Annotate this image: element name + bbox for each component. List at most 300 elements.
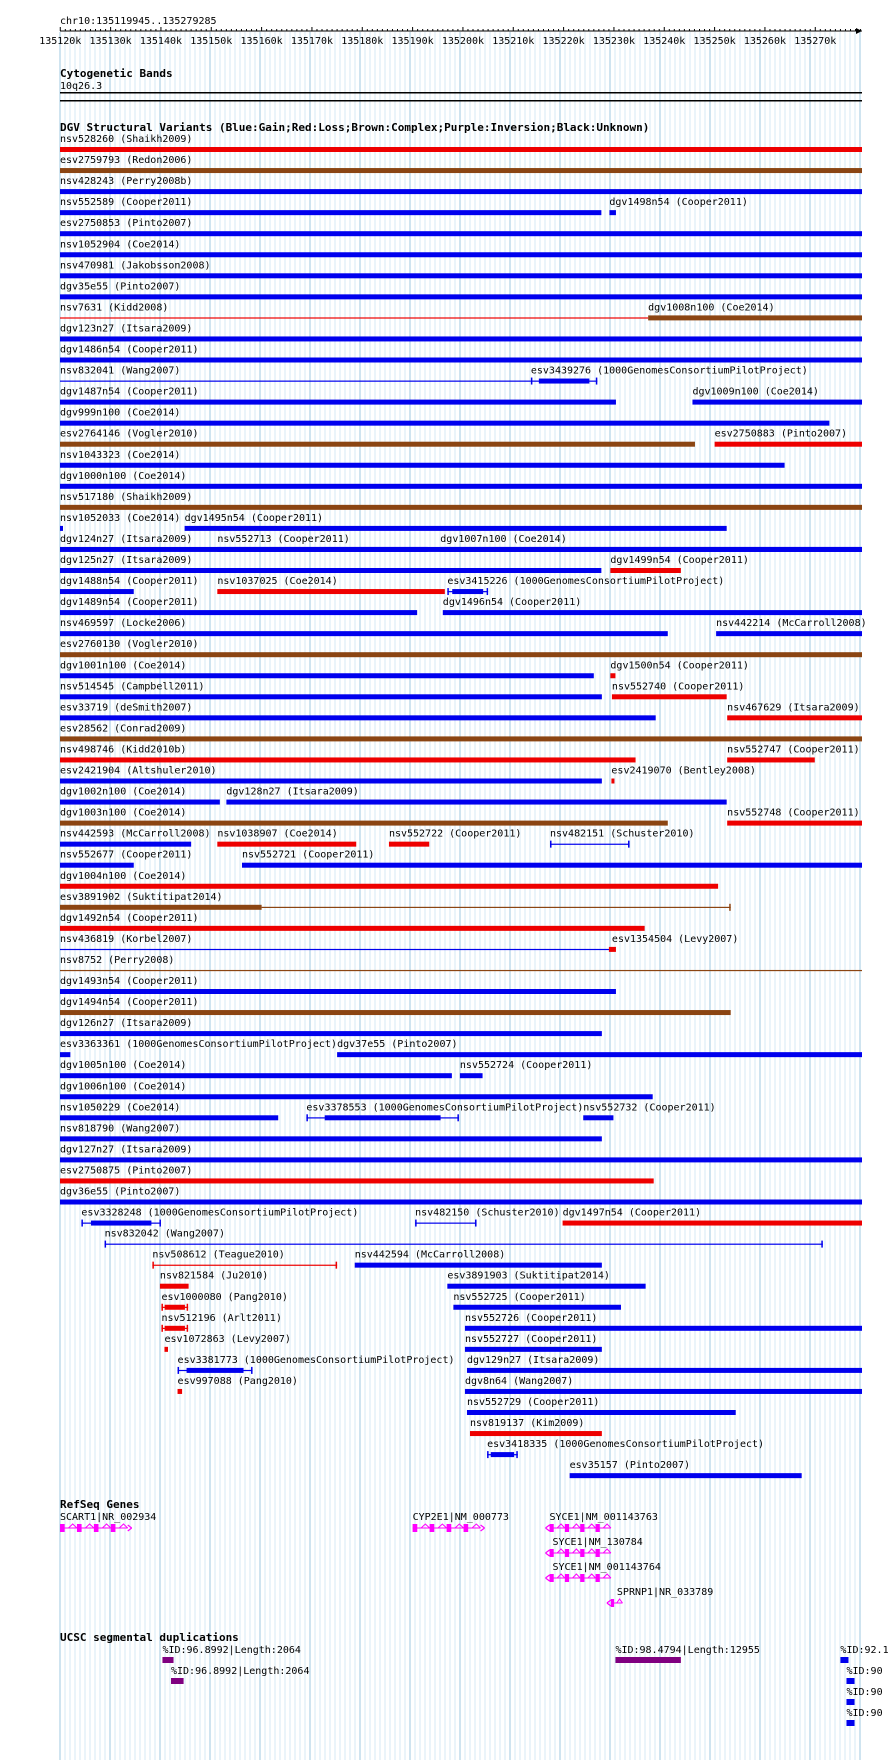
sv-bar[interactable] [60,1010,731,1015]
sv-label[interactable]: dgv1494n54 (Cooper2011) [60,997,199,1009]
sv-label[interactable]: esv3418335 (1000GenomesConsortiumPilotProject) [487,1439,765,1451]
sv-label[interactable]: esv2750853 (Pinto2007) [60,218,193,230]
sv-label[interactable]: dgv1495n54 (Cooper2011) [184,512,324,524]
segdup-label[interactable]: %ID:98.4794|Length:12955 [615,1645,760,1656]
segdup-feature[interactable] [846,1666,882,1684]
sv-label[interactable]: nsv552726 (Cooper2011) [464,1312,598,1324]
sv-label[interactable]: esv28562 (Conrad2009) [60,723,187,735]
sv-feature-nsv552732[interactable] [583,1102,715,1120]
sv-label[interactable]: nsv552732 (Cooper2011) [583,1102,716,1114]
sv-label[interactable]: dgv1500n54 (Cooper2011) [610,660,749,672]
sv-bar[interactable] [727,757,815,762]
sv-label[interactable]: esv3381773 (1000GenomesConsortiumPilotProject) [177,1354,455,1366]
sv-feature-dgv35e55[interactable] [60,281,862,299]
sv-bar[interactable] [60,1115,278,1120]
sv-feature-dgv1496n54[interactable] [443,597,862,615]
sv-label[interactable]: esv3378553 (1000GenomesConsortiumPilotProject) [306,1102,584,1114]
sv-feature-nsv821584[interactable] [160,1271,268,1289]
sv-bar[interactable] [217,547,427,552]
sv-feature-nsv517180[interactable] [60,492,862,510]
sv-feature-nsv1052904[interactable] [60,239,862,257]
sv-feature-nsv469597[interactable] [60,618,668,636]
sv-label[interactable]: dgv1487n54 (Cooper2011) [60,386,199,398]
sv-bar[interactable] [389,842,429,847]
segdup-feature[interactable] [615,1645,760,1663]
sv-bar[interactable] [692,400,862,405]
sv-bar[interactable] [443,610,862,615]
gene-syce1-nm-001143764[interactable] [546,1562,661,1582]
gene-label[interactable]: SCART1|NR_002934 [60,1512,157,1523]
sv-bar[interactable] [440,547,862,552]
segdup-label[interactable]: %ID:90 [846,1708,883,1719]
sv-label[interactable]: nsv832041 (Wang2007) [60,365,181,377]
sv-label[interactable]: nsv1052033 (Coe2014) [60,512,181,524]
segdup-bar[interactable] [162,1657,173,1663]
sv-feature-nsv514545[interactable] [60,681,602,699]
sv-feature-dgv8n64[interactable] [465,1376,862,1394]
sv-feature-esv28562[interactable] [60,723,862,741]
sv-bar[interactable] [60,1094,653,1099]
sv-feature-esv35157[interactable] [570,1460,802,1478]
sv-label[interactable]: esv1072863 (Levy2007) [164,1333,291,1345]
sv-label[interactable]: dgv1008n100 (Coe2014) [648,302,775,314]
sv-bar[interactable] [612,694,727,699]
sv-feature-nsv442593[interactable] [60,829,211,847]
sv-bar[interactable] [178,1389,183,1394]
sv-label[interactable]: dgv999n100 (Coe2014) [60,407,181,419]
sv-bar[interactable] [60,694,602,699]
sv-label[interactable]: nsv442594 (McCarroll2008) [354,1249,506,1261]
sv-bar[interactable] [60,210,601,215]
sv-bar[interactable] [60,800,220,805]
gene-scart1-nr-002934[interactable] [60,1512,156,1532]
sv-bar[interactable] [105,1244,823,1245]
sv-feature-nsv470981[interactable] [60,260,862,278]
sv-feature-dgv1009n100[interactable] [692,387,862,405]
sv-label[interactable]: dgv125n27 (Itsara2009) [60,555,193,566]
sv-label[interactable]: dgv1497n54 (Cooper2011) [562,1207,702,1219]
segdup-feature[interactable] [840,1645,888,1663]
sv-label[interactable]: nsv819137 (Kim2009) [469,1418,585,1430]
sv-bar[interactable] [447,1284,645,1289]
segdup-track-title[interactable]: UCSC segmental duplications [60,1631,239,1644]
sv-label[interactable]: esv3891902 (Suktitipat2014) [60,891,223,903]
sv-bar[interactable] [60,779,602,784]
sv-feature-dgv1002n100[interactable] [60,787,220,805]
sv-label[interactable]: esv2421904 (Altshuler2010) [60,765,217,777]
sv-label[interactable]: nsv1050229 (Coe2014) [60,1102,181,1114]
sv-label[interactable]: nsv552747 (Cooper2011) [727,744,860,756]
sv-feature-dgv1003n100[interactable] [60,808,668,826]
segdup-feature[interactable] [846,1708,882,1726]
sv-label[interactable]: nsv1052904 (Coe2014) [60,239,181,251]
sv-bar-core[interactable] [491,1452,514,1457]
sv-label[interactable]: nsv7631 (Kidd2008) [60,302,169,314]
sv-bar[interactable] [60,757,636,762]
sv-feature-nsv1038907[interactable] [217,829,356,847]
sv-label[interactable]: nsv552713 (Cooper2011) [217,533,350,545]
sv-label[interactable]: dgv35e55 (Pinto2007) [60,281,181,293]
sv-label[interactable]: dgv1492n54 (Cooper2011) [60,912,199,924]
sv-label[interactable]: esv33719 (deSmith2007) [60,702,193,714]
sv-label[interactable]: dgv128n27 (Itsara2009) [226,786,359,798]
sv-feature-esv33719[interactable] [60,702,656,720]
sv-bar-core[interactable] [165,1326,185,1331]
sv-bar[interactable] [60,231,862,236]
sv-feature-nsv436819[interactable] [60,934,612,950]
sv-bar[interactable] [60,884,718,889]
sv-feature-nsv482150[interactable] [415,1208,560,1227]
sv-feature-nsv482151[interactable] [550,829,695,848]
sv-label[interactable]: dgv1006n100 (Coe2014) [60,1081,187,1093]
sv-label[interactable]: dgv1001n100 (Coe2014) [60,660,187,672]
sv-bar[interactable] [217,842,356,847]
sv-bar[interactable] [715,442,862,447]
sv-bar[interactable] [217,589,445,594]
sv-label[interactable]: dgv1493n54 (Cooper2011) [60,976,199,987]
sv-label[interactable]: dgv1486n54 (Cooper2011) [60,344,199,356]
sv-bar[interactable] [60,526,63,531]
gene-label[interactable]: SYCE1|NM_001143763 [549,1512,658,1523]
sv-label[interactable]: dgv1489n54 (Cooper2011) [60,597,199,609]
sv-bar[interactable] [60,1157,862,1162]
sv-label[interactable]: esv2759793 (Redon2006) [60,155,193,167]
sv-bar-core[interactable] [452,589,483,594]
sv-bar[interactable] [609,947,616,952]
sv-bar[interactable] [609,210,616,215]
sv-label[interactable]: esv2419070 (Bentley2008) [611,765,756,777]
sv-bar[interactable] [550,844,630,845]
gene-label[interactable]: SYCE1|NM_130784 [552,1537,643,1548]
sv-bar[interactable] [60,905,262,910]
sv-label[interactable]: nsv517180 (Shaikh2009) [60,491,193,503]
segdup-label[interactable]: %ID:90 [846,1687,883,1698]
sv-bar-core[interactable] [165,1305,185,1310]
sv-feature-esv1354504[interactable] [609,934,738,952]
sv-label[interactable]: nsv436819 (Korbel2007) [60,933,193,945]
sv-bar[interactable] [60,1136,602,1141]
sv-label[interactable]: nsv552748 (Cooper2011) [727,807,860,819]
sv-bar[interactable] [453,1305,621,1310]
gene-syce1-nm-001143763[interactable] [546,1512,658,1532]
dgv-track-title[interactable]: DGV Structural Variants (Blue:Gain;Red:Loss;Brown:Complex;Purple:Inversion;Black:Unknown) [60,121,650,134]
sv-feature-esv2750883[interactable] [715,429,862,447]
sv-feature-nsv498746[interactable] [60,744,636,762]
cytoband-track-title[interactable]: Cytogenetic Bands [60,67,173,80]
sv-feature-nsv528260[interactable] [60,134,862,152]
sv-bar[interactable] [242,863,862,868]
sv-bar-thin[interactable] [262,907,731,908]
sv-feature-nsv819137[interactable] [470,1418,602,1436]
sv-feature-nsv428243[interactable] [60,176,862,194]
sv-bar[interactable] [152,1265,337,1266]
segdup-bar[interactable] [171,1678,184,1684]
sv-bar[interactable] [610,673,615,678]
sv-feature-dgv1006n100[interactable] [60,1081,653,1099]
sv-bar[interactable] [60,715,656,720]
sv-bar[interactable] [60,989,616,994]
sv-bar[interactable] [60,652,862,657]
sv-bar[interactable] [60,1073,452,1078]
sv-feature-nsv552726[interactable] [465,1313,862,1331]
sv-label[interactable]: nsv832042 (Wang2007) [104,1228,225,1240]
sv-bar[interactable] [648,315,862,320]
sv-bar[interactable] [563,1221,862,1226]
sv-feature-esv3439276[interactable] [531,366,808,385]
sv-feature-dgv1488n54[interactable] [60,576,198,594]
sv-label[interactable]: nsv512196 (Arlt2011) [161,1312,282,1324]
sv-label[interactable]: nsv552727 (Cooper2011) [464,1333,598,1345]
sv-bar[interactable] [60,1052,70,1057]
sv-bar[interactable] [60,631,668,636]
sv-bar[interactable] [60,358,862,363]
sv-bar[interactable] [60,949,612,950]
sv-bar[interactable] [610,568,680,573]
sv-bar[interactable] [60,442,695,447]
sv-feature-dgv129n27[interactable] [467,1355,862,1373]
gene-label[interactable]: CYP2E1|NM_000773 [412,1512,509,1523]
sv-feature-dgv126n27[interactable] [60,1018,602,1036]
sv-label[interactable]: dgv1498n54 (Cooper2011) [609,197,748,209]
sv-bar[interactable] [60,252,862,257]
sv-label[interactable]: esv3415226 (1000GenomesConsortiumPilotProject) [447,576,725,588]
sv-feature-nsv552727[interactable] [465,1334,602,1352]
sv-feature-esv2759793[interactable] [60,155,862,173]
sv-label[interactable]: dgv126n27 (Itsara2009) [60,1018,193,1030]
sv-feature-esv3381773[interactable] [178,1355,455,1374]
sv-bar[interactable] [60,463,785,468]
segdup-label[interactable]: %ID:92.1 [840,1645,889,1656]
sv-label[interactable]: nsv1038907 (Coe2014) [217,828,338,840]
sv-feature-dgv1489n54[interactable] [60,597,417,615]
sv-bar[interactable] [415,1223,476,1224]
sv-label[interactable]: dgv124n27 (Itsara2009) [60,533,193,545]
sv-label[interactable]: nsv1043323 (Coe2014) [60,449,181,461]
sv-feature-nsv467629[interactable] [727,702,862,720]
sv-feature-dgv1001n100[interactable] [60,660,594,678]
sv-feature-dgv1000n100[interactable] [60,471,862,489]
sv-label[interactable]: esv2750883 (Pinto2007) [714,428,848,440]
sv-bar[interactable] [160,1284,189,1289]
sv-feature-nsv552677[interactable] [60,850,192,868]
sv-bar[interactable] [465,1389,862,1394]
sv-feature-nsv552721[interactable] [242,850,862,868]
sv-label[interactable]: nsv442214 (McCarroll2008) [716,618,867,630]
sv-bar[interactable] [467,1368,862,1373]
sv-feature-dgv1499n54[interactable] [610,555,748,573]
sv-label[interactable]: dgv1499n54 (Cooper2011) [610,555,749,566]
sv-bar[interactable] [60,568,601,573]
sv-feature-nsv552713[interactable] [217,534,427,552]
sv-label[interactable]: dgv1005n100 (Coe2014) [60,1060,187,1072]
sv-label[interactable]: nsv552725 (Cooper2011) [453,1291,586,1303]
sv-bar[interactable] [727,715,862,720]
sv-label[interactable]: dgv1009n100 (Coe2014) [692,386,819,398]
sv-label[interactable]: esv35157 (Pinto2007) [569,1460,691,1472]
sv-bar[interactable] [164,1347,168,1352]
sv-feature-dgv1487n54[interactable] [60,387,616,405]
sv-bar[interactable] [60,842,191,847]
sv-feature-esv2421904[interactable] [60,766,602,784]
sv-bar[interactable] [60,294,862,299]
sv-label[interactable]: nsv818790 (Wang2007) [60,1123,181,1135]
sv-label[interactable]: nsv552729 (Cooper2011) [466,1397,600,1408]
sv-feature-esv3378553[interactable] [306,1102,583,1121]
sv-label[interactable]: esv3328248 (1000GenomesConsortiumPilotProject) [81,1207,359,1219]
sv-label[interactable]: esv3891903 (Suktitipat2014) [447,1270,610,1282]
sv-label[interactable]: esv3363361 (1000GenomesConsortiumPilotProject) [60,1039,337,1051]
sv-bar[interactable] [60,1200,862,1205]
sv-bar[interactable] [60,400,616,405]
sv-bar[interactable] [467,1410,736,1415]
segdup-feature[interactable] [846,1687,882,1705]
sv-bar[interactable] [60,421,829,426]
sv-feature-dgv1492n54[interactable] [60,913,645,931]
sv-label[interactable]: dgv127n27 (Itsara2009) [60,1144,193,1156]
sv-bar[interactable] [60,736,862,741]
sv-label[interactable]: esv1354504 (Levy2007) [611,933,739,945]
sv-feature-esv2760130[interactable] [60,639,862,657]
sv-label[interactable]: dgv1488n54 (Cooper2011) [60,576,199,588]
sv-bar[interactable] [611,779,614,784]
sv-label[interactable]: esv1000080 (Pang2010) [161,1291,288,1303]
sv-label[interactable]: esv2760130 (Vogler2010) [60,639,199,651]
sv-label[interactable]: nsv552677 (Cooper2011) [60,849,193,861]
sv-bar[interactable] [60,381,531,382]
sv-label[interactable]: nsv508612 (Teague2010) [152,1249,285,1261]
sv-feature-dgv1007n100[interactable] [440,534,862,552]
sv-feature-nsv512196[interactable] [161,1313,281,1332]
sv-label[interactable]: dgv1007n100 (Coe2014) [440,533,567,545]
segdup-bar[interactable] [846,1678,854,1684]
sv-feature-esv2419070[interactable] [611,766,756,784]
sv-bar[interactable] [60,821,668,826]
sv-label[interactable]: nsv552589 (Cooper2011) [60,197,193,209]
sv-label[interactable]: nsv821584 (Ju2010) [159,1270,269,1282]
refseq-track-title[interactable]: RefSeq Genes [60,1498,140,1511]
sv-bar[interactable] [570,1473,802,1478]
sv-feature-esv3891903[interactable] [447,1271,645,1289]
sv-bar[interactable] [337,1052,862,1057]
sv-feature-esv3418335[interactable] [487,1439,764,1458]
segdup-bar[interactable] [846,1720,854,1726]
sv-feature-nsv818790[interactable] [60,1123,602,1141]
sv-feature-dgv1497n54[interactable] [563,1208,862,1226]
sv-label[interactable]: esv2750875 (Pinto2007) [60,1165,193,1177]
sv-label[interactable]: esv3439276 (1000GenomesConsortiumPilotProject) [530,365,808,377]
sv-feature-esv1072863[interactable] [164,1334,290,1352]
sv-feature-nsv1037025[interactable] [217,576,445,594]
gene-cyp2e1-nm-000773[interactable] [413,1512,509,1532]
sv-feature-dgv127n27[interactable] [60,1144,862,1162]
sv-label[interactable]: nsv428243 (Perry2008b) [60,176,193,188]
sv-feature-esv3415226[interactable] [447,576,724,595]
sv-bar[interactable] [60,589,134,594]
sv-bar[interactable] [60,863,134,868]
sv-feature-dgv1004n100[interactable] [60,871,718,889]
gene-label[interactable]: SYCE1|NM_001143764 [552,1562,661,1573]
sv-bar[interactable] [355,1263,602,1268]
sv-feature-nsv552724[interactable] [460,1060,592,1078]
sv-feature-dgv1005n100[interactable] [60,1060,452,1078]
sv-label[interactable]: nsv482150 (Schuster2010) [415,1207,560,1219]
sv-bar[interactable] [727,821,862,826]
sv-label[interactable]: nsv470981 (Jakobsson2008) [60,260,211,272]
sv-label[interactable]: esv2764146 (Vogler2010) [60,428,199,440]
sv-feature-dgv128n27[interactable] [226,787,726,805]
segdup-bar[interactable] [846,1699,854,1705]
sv-label[interactable]: nsv8752 (Perry2008) [60,954,175,966]
sv-label[interactable]: nsv1037025 (Coe2014) [217,576,338,588]
sv-label[interactable]: dgv129n27 (Itsara2009) [466,1354,600,1366]
sv-feature-esv2750853[interactable] [60,218,862,236]
sv-label[interactable]: nsv482151 (Schuster2010) [550,828,695,840]
sv-bar[interactable] [460,1073,483,1078]
sv-bar[interactable] [60,189,862,194]
segdup-label[interactable]: %ID:90 [846,1666,883,1677]
sv-bar[interactable] [60,317,648,318]
segdup-label[interactable]: %ID:96.8992|Length:2064 [162,1645,301,1656]
sv-label[interactable]: dgv1496n54 (Cooper2011) [442,597,582,609]
coordinate-ruler[interactable] [39,27,862,47]
sv-label[interactable]: dgv1000n100 (Coe2014) [60,470,187,482]
sv-bar[interactable] [60,970,862,971]
sv-bar[interactable] [716,631,862,636]
sv-bar[interactable] [465,1347,602,1352]
sv-bar[interactable] [465,1326,862,1331]
sv-bar[interactable] [185,526,727,531]
segdup-label[interactable]: %ID:96.8992|Length:2064 [171,1666,310,1677]
sv-label[interactable]: nsv498746 (Kidd2010b) [60,744,187,756]
sv-feature-dgv1486n54[interactable] [60,345,862,363]
sv-label[interactable]: nsv552724 (Cooper2011) [459,1060,593,1072]
sv-bar[interactable] [60,336,862,341]
sv-bar[interactable] [60,673,594,678]
sv-feature-dgv123n27[interactable] [60,323,862,341]
sv-bar[interactable] [60,1031,602,1036]
segdup-bar[interactable] [840,1657,848,1663]
segdup-bar[interactable] [615,1657,680,1663]
sv-feature-nsv1043323[interactable] [60,450,785,468]
sv-label[interactable]: nsv552722 (Cooper2011) [388,828,522,840]
sv-bar[interactable] [60,505,862,510]
sv-bar[interactable] [60,484,862,489]
sv-label[interactable]: dgv37e55 (Pinto2007) [337,1039,458,1051]
sv-label[interactable]: dgv123n27 (Itsara2009) [60,323,193,335]
sv-bar[interactable] [60,273,862,278]
sv-bar[interactable] [583,1115,613,1120]
sv-feature-nsv552740[interactable] [612,681,744,699]
sv-label[interactable]: nsv528260 (Shaikh2009) [60,134,193,145]
sv-bar[interactable] [226,800,726,805]
sv-label[interactable]: nsv469597 (Locke2006) [60,618,187,630]
sv-label[interactable]: nsv467629 (Itsara2009) [727,702,860,714]
sv-bar-core[interactable] [325,1115,441,1120]
sv-label[interactable]: nsv442593 (McCarroll2008) [60,828,211,840]
sv-bar-core[interactable] [539,379,589,384]
sv-label[interactable]: dgv36e55 (Pinto2007) [60,1186,181,1198]
sv-label[interactable]: dgv1003n100 (Coe2014) [60,807,187,819]
sv-label[interactable]: nsv514545 (Campbell2011) [60,681,205,693]
sv-feature-dgv1493n54[interactable] [60,976,616,994]
sv-feature-nsv508612[interactable] [152,1250,337,1269]
sv-label[interactable]: nsv552740 (Cooper2011) [611,681,745,693]
sv-feature-nsv552748[interactable] [727,808,862,826]
sv-bar-core[interactable] [91,1221,151,1226]
sv-feature-dgv36e55[interactable] [60,1187,862,1205]
sv-bar[interactable] [470,1431,602,1436]
sv-bar[interactable] [60,610,417,615]
